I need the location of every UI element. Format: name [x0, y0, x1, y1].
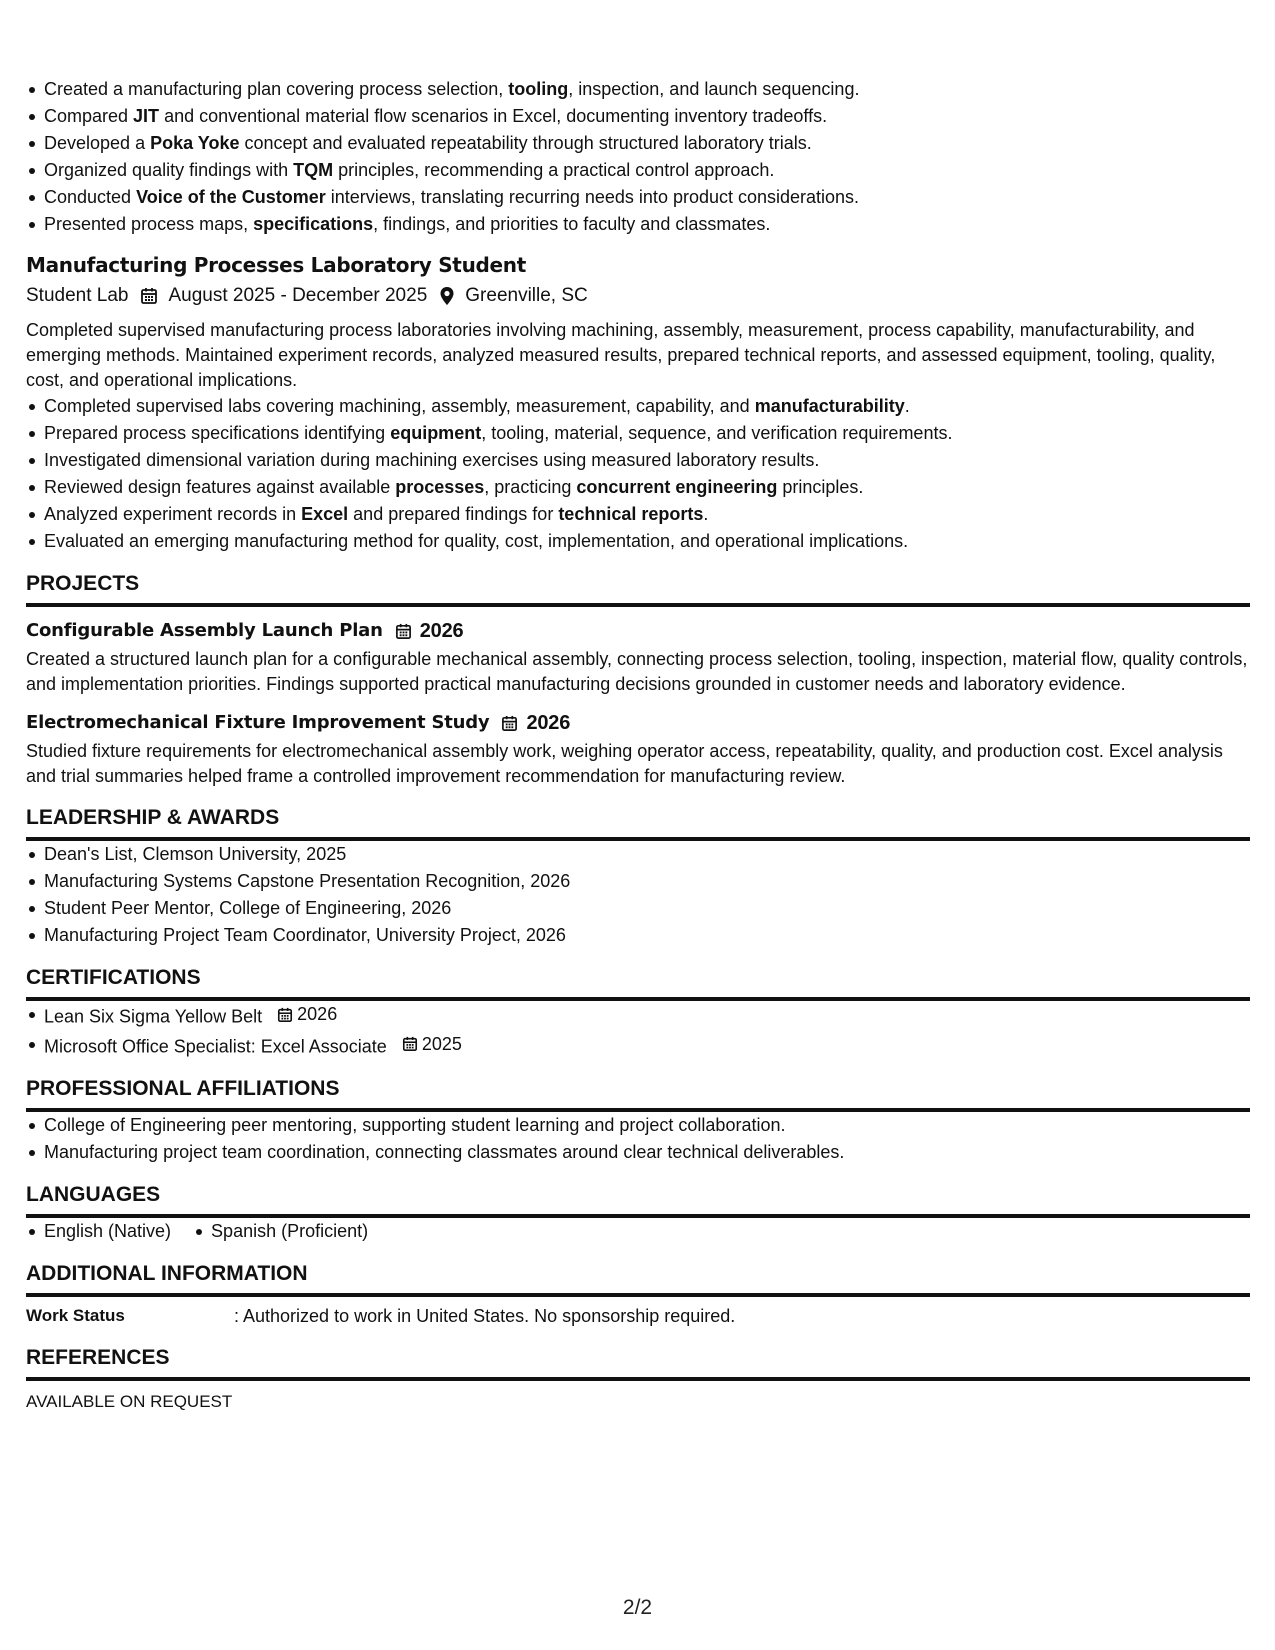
list-item: College of Engineering peer mentoring, supporting student learning and project collaboration. — [44, 1112, 1250, 1139]
list-item: Prepared process specifications identifying equipment, tooling, material, sequence, and verification requirements. — [44, 420, 1250, 447]
calendar-icon — [395, 623, 412, 640]
calendar-icon — [140, 287, 158, 305]
calendar-icon — [277, 1007, 293, 1023]
job-meta — [26, 280, 1250, 312]
section-heading-affiliations: PROFESSIONAL AFFILIATIONS — [26, 1074, 1250, 1112]
list-item: Completed supervised labs covering machining, assembly, measurement, capability, and manufacturability. — [44, 393, 1250, 420]
leadership-list — [26, 841, 1250, 949]
list-item: Organized quality findings with TQM principles, recommending a practical control approach. — [44, 157, 1250, 184]
top-bullet-list — [26, 76, 1250, 238]
list-item — [44, 1001, 1250, 1031]
job-summary: Completed supervised manufacturing process laboratories involving machining, assembly, measurement, process capability, manufacturability, and emerging methods. Maintained experiment records, analyzed measured results, prepared technical reports, and assessed equipment, tooling, quality, cost, and operational implications. — [26, 320, 1216, 390]
certifications-list — [26, 1001, 1250, 1060]
project-year: 2026 — [526, 712, 571, 734]
list-item: English (Native) — [44, 1218, 171, 1245]
map-pin-icon — [439, 286, 455, 306]
list-item: Developed a Poka Yoke concept and evaluated repeatability through structured laboratory trials. — [44, 130, 1250, 157]
work-status-value: : Authorized to work in United States. No sponsorship required. — [234, 1306, 736, 1326]
list-item: Manufacturing project team coordination, connecting classmates around clear technical deliverables. — [44, 1139, 1250, 1166]
job-title: Manufacturing Processes Laboratory Student — [26, 253, 526, 277]
list-item: Dean's List, Clemson University, 2025 — [44, 841, 1250, 868]
section-heading-leadership: LEADERSHIP & AWARDS — [26, 803, 1250, 841]
section-heading-languages: LANGUAGES — [26, 1180, 1250, 1218]
certification-year: 2026 — [297, 1004, 338, 1024]
certification-name: Microsoft Office Specialist: Excel Associate — [44, 1036, 387, 1056]
job-bullet-list — [26, 393, 1250, 555]
list-item: Evaluated an emerging manufacturing method for quality, cost, implementation, and operational implications. — [44, 528, 1250, 555]
job-dates: August 2025 - December 2025 — [168, 285, 428, 306]
certification-name: Lean Six Sigma Yellow Belt — [44, 1006, 263, 1027]
section-heading-certifications: CERTIFICATIONS — [26, 963, 1250, 1001]
list-item: Spanish (Proficient) — [211, 1218, 368, 1245]
list-item: Analyzed experiment records in Excel and prepared findings for technical reports. — [44, 501, 1250, 528]
list-item: Created a manufacturing plan covering process selection, tooling, inspection, and launch sequencing. — [44, 76, 1250, 103]
certification-year: 2025 — [421, 1033, 462, 1054]
job-org: Student Lab — [26, 285, 129, 306]
section-heading-references: REFERENCES — [26, 1343, 1250, 1381]
list-item — [44, 1031, 1250, 1061]
project-description: Studied fixture requirements for electromechanical assembly work, weighing operator access, repeatability, quality, and production cost. Excel analysis and trial summaries helped frame a controlled improvement recommendation for manufacturing review. — [26, 741, 1223, 786]
affiliations-list — [26, 1112, 1250, 1166]
job-location: Greenville, SC — [465, 285, 588, 306]
work-status-label: Work Status — [26, 1306, 125, 1325]
resume-page — [26, 76, 1250, 1415]
project-title: Configurable Assembly Launch Plan 2026 — [26, 617, 1250, 645]
project-title: Electromechanical Fixture Improvement Study 2026 — [26, 709, 1250, 737]
page-number: 2/2 — [622, 1596, 653, 1619]
project-year: 2026 — [419, 620, 464, 642]
list-item: Presented process maps, specifications, findings, and priorities to faculty and classmates. — [44, 211, 1250, 238]
calendar-icon — [402, 1036, 418, 1052]
list-item: Manufacturing Project Team Coordinator, University Project, 2026 — [44, 922, 1250, 949]
list-item: Conducted Voice of the Customer interviews, translating recurring needs into product considerations. — [44, 184, 1250, 211]
list-item: Manufacturing Systems Capstone Presentation Recognition, 2026 — [44, 868, 1250, 895]
list-item: Student Peer Mentor, College of Engineering, 2026 — [44, 895, 1250, 922]
references-text: AVAILABLE ON REQUEST — [26, 1392, 233, 1411]
project-description: Created a structured launch plan for a configurable mechanical assembly, connecting process selection, tooling, inspection, material flow, quality controls, and implementation priorities. Findings supported practical manufacturing decisions grounded in customer needs and laboratory evidence. — [26, 649, 1248, 694]
work-status-row — [26, 1303, 1250, 1329]
list-item: Compared JIT and conventional material flow scenarios in Excel, documenting inventory tradeoffs. — [44, 103, 1250, 130]
section-heading-projects: PROJECTS — [26, 569, 1250, 607]
list-item: Reviewed design features against available processes, practicing concurrent engineering principles. — [44, 474, 1250, 501]
section-heading-additional: ADDITIONAL INFORMATION — [26, 1259, 1250, 1297]
calendar-icon — [501, 715, 518, 732]
list-item: Investigated dimensional variation during machining exercises using measured laboratory results. — [44, 447, 1250, 474]
languages-list — [26, 1218, 1250, 1245]
